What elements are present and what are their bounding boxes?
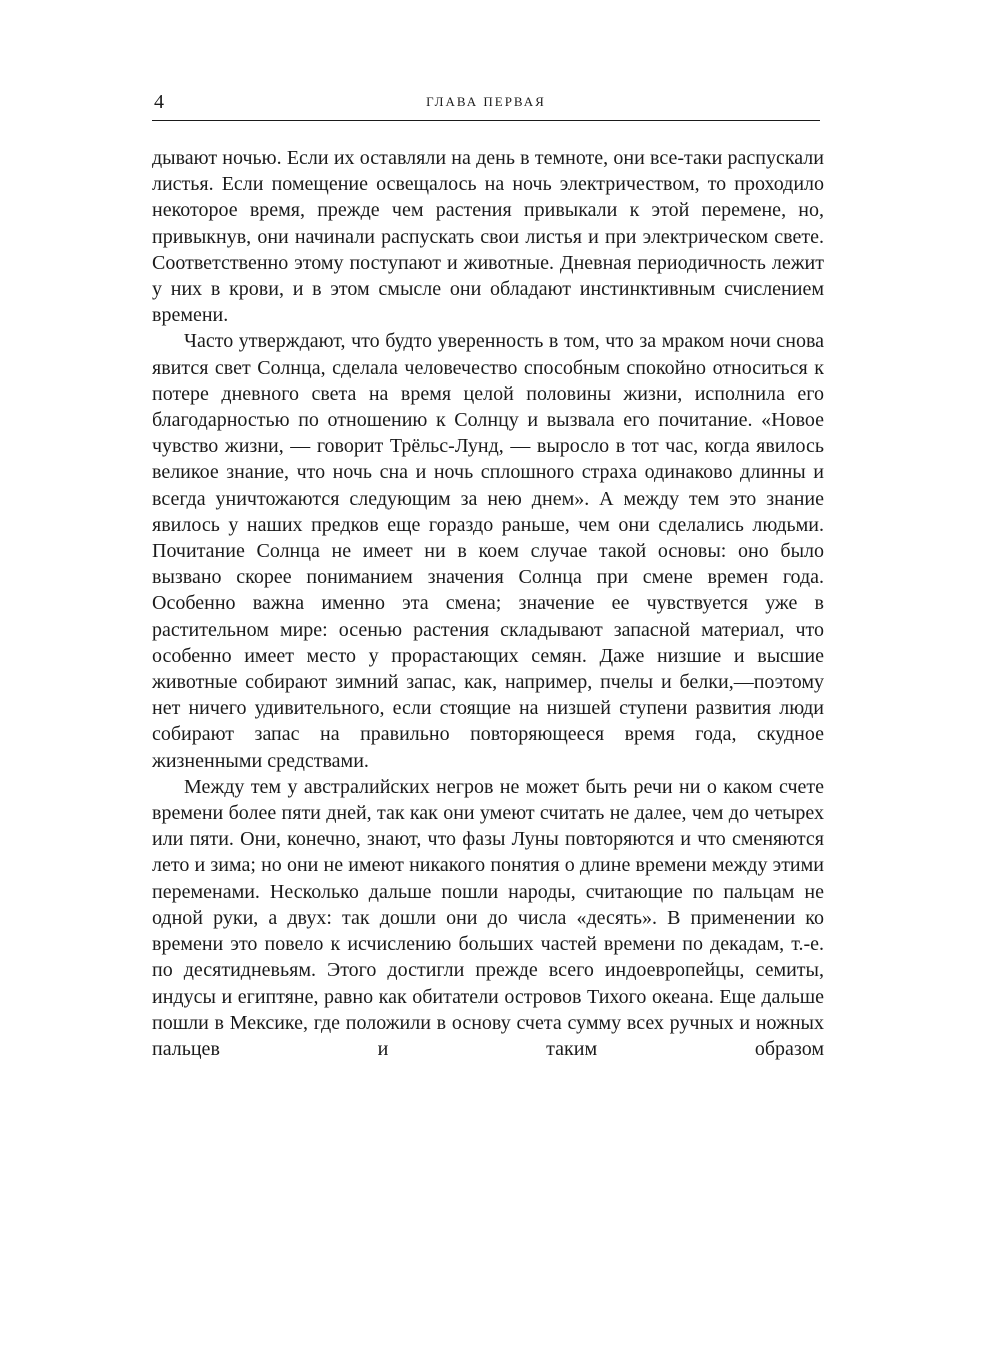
chapter-title: ГЛАВА ПЕРВАЯ bbox=[426, 94, 546, 109]
header-rule bbox=[152, 120, 820, 121]
paragraph-continued: дывают ночью. Если их оставляли на день в темноте, они все-таки распускали листья. Если помещение освещалось на ночь электричеством, то проходило некоторое время, прежде чем растения привыкали к этой перемене, но, привыкнув, они начинали распускать свои листья и при электрическом свете. Соответственно этому поступают и животные. Дневная периодичность лежит у них в крови, и в этом смысле они обладают инстинктивным счислением времени. bbox=[152, 147, 824, 327]
paragraph-sun-worship: Часто утверждают, что будто уверенность в том, что за мраком ночи снова явится свет Солнца, сделала человечество способным спокойно относиться к потере дневного света на время целой половины жизни, исполнила его благодарностью по отношению к Солнцу и вызвала его почитание. «Новое чувство жизни, — говорит Трёльс-Лунд, — выросло в тот час, когда явилось великое знание, что ночь сна и ночь сплошного страха одинаково длинны и всегда уничтожаются следующим за нею днем». А между тем это знание явилось у наших предков еще гораздо раньше, чем они сделались людьми. Почитание Солнца не имеет ни в коем случае такой основы: оно было вызвано скорее пониманием значения Солнца при смене времен года. Особенно важна именно эта смена; значение ее чувствуется уже в растительном мире: осенью растения складывают запасной материал, что особенно имеет место у прорастающих семян. Даже низшие и высшие животные собирают зимний запас, как, например, пчелы и белки,—поэтому нет ничего удивительного, если стоящие на низшей ступени развития люди собирают запас на правильно повторяющееся время года, скудное жизненными средствами. bbox=[152, 330, 824, 772]
running-head bbox=[152, 90, 820, 114]
page-number: 4 bbox=[154, 91, 164, 113]
paragraph-counting-time: Между тем у австралийских негров не может быть речи ни о каком счете времени более пяти дней, так как они умеют считать не далее, чем до четырех или пяти. Они, конечно, знают, что фазы Луны повторяются и что сменяются лето и зима; но они не имеют никакого понятия о длине времени между этими переменами. Несколько дальше пошли народы, считающие по пальцам не одной руки, а двух: так дошли они до числа «десять». В применении ко времени это повело к исчислению больших частей времени по декадам, т.-е. по десятидневьям. Этого достигли прежде всего индоевропейцы, семиты, индусы и египтяне, равно как обитатели островов Тихого океана. Еще дальше пошли в Мексике, где положили в основу счета сумму всех ручных и ножных пальцев и таким образом bbox=[152, 775, 824, 1060]
body-text bbox=[152, 145, 824, 1062]
